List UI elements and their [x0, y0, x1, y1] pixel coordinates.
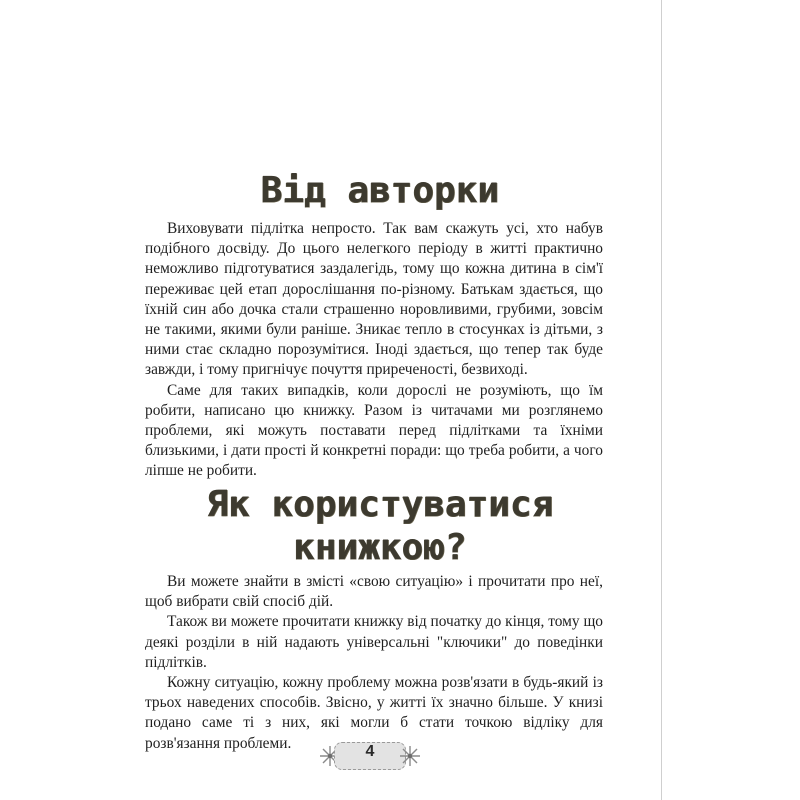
- section-body-from-author: [145, 219, 603, 482]
- page-footer: [318, 738, 422, 774]
- title-line: книжкою?: [293, 527, 467, 568]
- paragraph: Також ви можете прочитати книжку від початку до кінця, тому що деякі розділи в ній надають універсальні "ключики" до поведінки підлітків.: [145, 613, 603, 671]
- title-line: Як користуватися: [206, 484, 554, 525]
- section-title-how-to-use: [120, 483, 640, 569]
- paragraph: Ви можете знайти в змісті «свою ситуацію» і прочитати про неї, щоб вибрати свій спосіб дій.: [145, 573, 603, 611]
- section-title-from-author: Від авторки: [260, 170, 500, 211]
- page-number: 4: [365, 743, 375, 760]
- paragraph: Саме для таких випадків, коли дорослі не розуміють, що їм робити, написано цю книжку. Разом із читачами ми розглянемо проблеми, які можуть поставати перед підлітками та їхніми близькими, і дати прості й конкретні поради: що треба робити, а чого ліпше не робити.: [145, 381, 603, 480]
- paragraph: Виховувати підлітка непросто. Так вам скажуть усі, хто набув подібного досвіду. До цього нелегкого періоду в житті практично неможливо підготуватися заздалегідь, тому що кожна дитина в сім'ї переживає цей етап дорослішання по-різному. Батькам здається, що їхній син або дочка стали страшенно норовливими, грубими, зовсім не такими, якими були раніше. Зникає тепло в стосунках із дітьми, з ними стає складно порозумітися. Іноді здається, що тепер так буде завжди, і тому пригнічує почуття приреченості, безвиході.: [145, 220, 603, 379]
- paragraph: Кожну ситуацію, кожну проблему можна розв'язати в будь-який із трьох наведених способів. Звісно, у житті їх значно більше. У книзі подано саме ті з них, які могли б стати точкою відліку для розв'язання проблеми.: [145, 674, 603, 752]
- sparkle-icon: [398, 744, 422, 768]
- section-body-how-to-use: [145, 572, 603, 754]
- page-fold-divider: [661, 0, 662, 800]
